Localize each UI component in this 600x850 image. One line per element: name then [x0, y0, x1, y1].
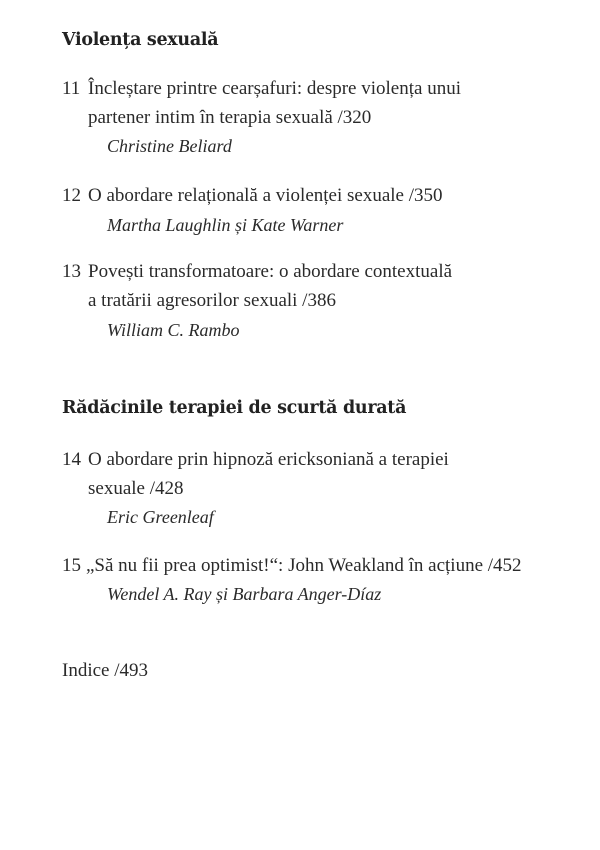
index-entry[interactable]: Indice /493 — [62, 660, 149, 681]
chapter-author: William C. Rambo — [107, 320, 240, 340]
section-title: Rădăcinile terapiei de scurtă durată — [62, 398, 407, 418]
chapter-title — [88, 446, 449, 503]
chapter-number: 14 — [62, 449, 81, 470]
chapter-title-line: a tratării agresorilor sexuali /386 — [88, 289, 336, 311]
chapter-title-line: O abordare prin hipnoză ericksoniană a terapiei — [88, 449, 449, 470]
chapter-title-line: partener intim în terapia sexuală /320 — [88, 106, 372, 128]
chapter-author: Eric Greenleaf — [107, 507, 214, 527]
chapter-title-line: sexuale /428 — [88, 477, 184, 499]
chapter-number: 13 — [62, 261, 81, 282]
chapter-number: 12 — [62, 185, 81, 206]
chapter-author: Martha Laughlin și Kate Warner — [107, 215, 344, 235]
chapter-title — [86, 552, 522, 581]
chapter-title — [88, 182, 443, 211]
chapter-title-line: Povești transformatoare: o abordare contextuală — [88, 261, 453, 282]
chapter-title — [88, 258, 452, 315]
chapter-title-line: O abordare relațională a violenței sexuale /350 — [88, 185, 443, 206]
chapter-title — [88, 75, 461, 132]
chapter-title-line: „Să nu fii prea optimist!“: John Weakland în acțiune /452 — [86, 555, 522, 576]
section-title: Violența sexuală — [62, 30, 219, 50]
chapter-author: Wendel A. Ray și Barbara Anger-Díaz — [107, 584, 382, 604]
chapter-title-line: Încleștare printre cearșafuri: despre violența unui — [88, 78, 461, 99]
chapter-number: 15 — [62, 555, 81, 576]
chapter-number: 11 — [62, 78, 81, 99]
chapter-author: Christine Beliard — [107, 136, 232, 156]
